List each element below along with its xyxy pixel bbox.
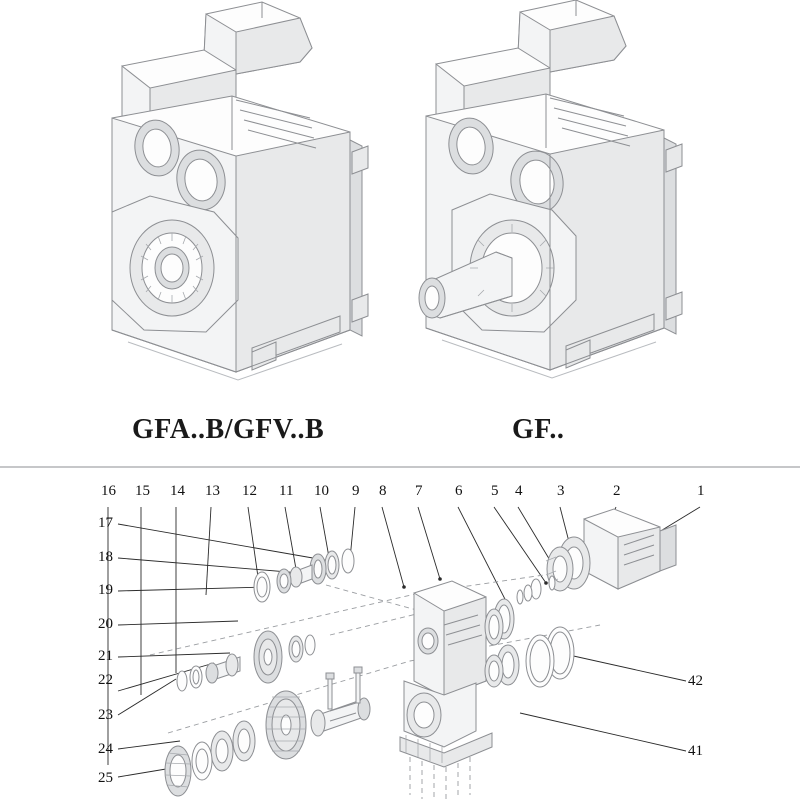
motor-adapter bbox=[546, 509, 676, 591]
ring-stack-right bbox=[485, 576, 555, 645]
callout-4: 4 bbox=[515, 483, 523, 499]
callout-7: 7 bbox=[415, 483, 423, 499]
callout-25: 25 bbox=[98, 770, 113, 786]
gearbox-view-left bbox=[112, 2, 368, 380]
callout-18: 18 bbox=[98, 549, 113, 565]
callout-21: 21 bbox=[98, 648, 113, 664]
caption-right: GF.. bbox=[512, 414, 565, 445]
callout-22: 22 bbox=[98, 672, 113, 688]
exploded-diagram bbox=[0, 465, 800, 800]
callout-11: 11 bbox=[279, 483, 294, 499]
callout-3: 3 bbox=[557, 483, 565, 499]
callout-1: 1 bbox=[697, 483, 705, 499]
callout-12: 12 bbox=[242, 483, 257, 499]
caption-left: GFA..B/GFV..B bbox=[132, 414, 325, 445]
callout-23: 23 bbox=[98, 707, 113, 723]
exploded-svg bbox=[0, 465, 800, 800]
callout-42: 42 bbox=[688, 673, 703, 689]
housing-body bbox=[400, 581, 492, 799]
callout-8: 8 bbox=[379, 483, 387, 499]
callout-20: 20 bbox=[98, 616, 113, 632]
callout-9: 9 bbox=[352, 483, 360, 499]
callout-41: 41 bbox=[688, 743, 703, 759]
callout-19: 19 bbox=[98, 582, 113, 598]
callout-13: 13 bbox=[205, 483, 220, 499]
pin-parts bbox=[326, 667, 362, 709]
callout-2: 2 bbox=[613, 483, 621, 499]
gearbox-view-right bbox=[419, 0, 682, 378]
callout-5: 5 bbox=[491, 483, 499, 499]
callout-15: 15 bbox=[135, 483, 150, 499]
shaft-assembly-middle bbox=[177, 631, 315, 691]
callout-17: 17 bbox=[98, 515, 113, 531]
bearing-ring bbox=[165, 746, 191, 796]
callout-10: 10 bbox=[314, 483, 329, 499]
shaft-assembly-upper bbox=[254, 549, 354, 602]
output-flange-left bbox=[130, 220, 214, 316]
callout-6: 6 bbox=[455, 483, 463, 499]
callout-14: 14 bbox=[170, 483, 185, 499]
callout-16: 16 bbox=[101, 483, 116, 499]
callout-24: 24 bbox=[98, 741, 113, 757]
